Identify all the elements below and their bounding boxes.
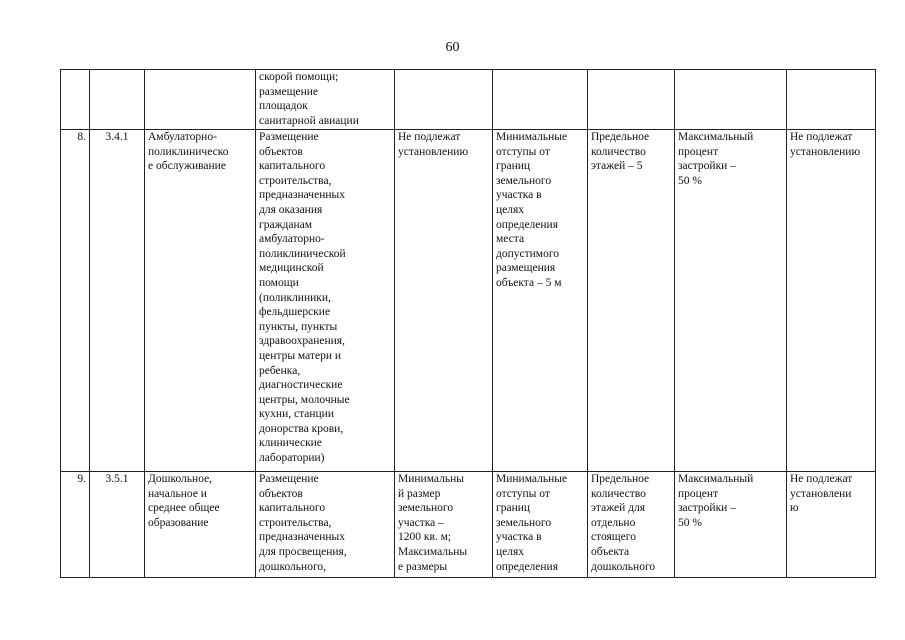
row-number-cell bbox=[61, 70, 90, 130]
coverage-cell: Максимальный процент застройки – 50 % bbox=[675, 472, 787, 578]
use-code-cell bbox=[90, 70, 145, 130]
coverage-cell bbox=[675, 70, 787, 130]
use-code-cell: 3.4.1 bbox=[90, 130, 145, 472]
use-name-cell bbox=[145, 70, 256, 130]
setbacks-cell bbox=[493, 70, 588, 130]
use-description-cell: Размещение объектов капитального строительства, предназначенных для просвещения, дошкольного, bbox=[256, 472, 395, 578]
floors-cell bbox=[588, 70, 675, 130]
other-cell: Не подлежат установлению bbox=[787, 130, 876, 472]
use-description-cell: скорой помощи; размещение площадок санитарной авиации bbox=[256, 70, 395, 130]
floors-cell: Предельное количество этажей – 5 bbox=[588, 130, 675, 472]
plot-size-cell: Не подлежат установлению bbox=[395, 130, 493, 472]
use-name-cell: Амбулаторно- поликлиническо е обслуживание bbox=[145, 130, 256, 472]
setbacks-cell: Минимальные отступы от границ земельного участка в целях определения места допустимого размещения объекта – 5 м bbox=[493, 130, 588, 472]
zoning-regulations-table bbox=[60, 69, 876, 578]
floors-cell: Предельное количество этажей для отдельно стоящего объекта дошкольного bbox=[588, 472, 675, 578]
plot-size-cell: Минимальны й размер земельного участка – 1200 кв. м; Максимальны е размеры bbox=[395, 472, 493, 578]
other-cell bbox=[787, 70, 876, 130]
other-cell: Не подлежат установлени ю bbox=[787, 472, 876, 578]
use-description-cell: Размещение объектов капитального строительства, предназначенных для оказания гражданам амбулаторно- поликлинической медицинской помощи (поликлиники, фельдшерские пункты, пункты здравоохранения, центры матери и ребенка, диагностические центры, молочные кухни, станции донорства крови, клинические лаборатории) bbox=[256, 130, 395, 472]
row-number-cell: 9. bbox=[61, 472, 90, 578]
table-row bbox=[61, 130, 876, 472]
page-number: 60 bbox=[445, 40, 460, 55]
row-number-cell: 8. bbox=[61, 130, 90, 472]
table-row bbox=[61, 472, 876, 578]
table-row bbox=[61, 70, 876, 130]
use-code-cell: 3.5.1 bbox=[90, 472, 145, 578]
plot-size-cell bbox=[395, 70, 493, 130]
use-name-cell: Дошкольное, начальное и среднее общее образование bbox=[145, 472, 256, 578]
setbacks-cell: Минимальные отступы от границ земельного участка в целях определения bbox=[493, 472, 588, 578]
coverage-cell: Максимальный процент застройки – 50 % bbox=[675, 130, 787, 472]
